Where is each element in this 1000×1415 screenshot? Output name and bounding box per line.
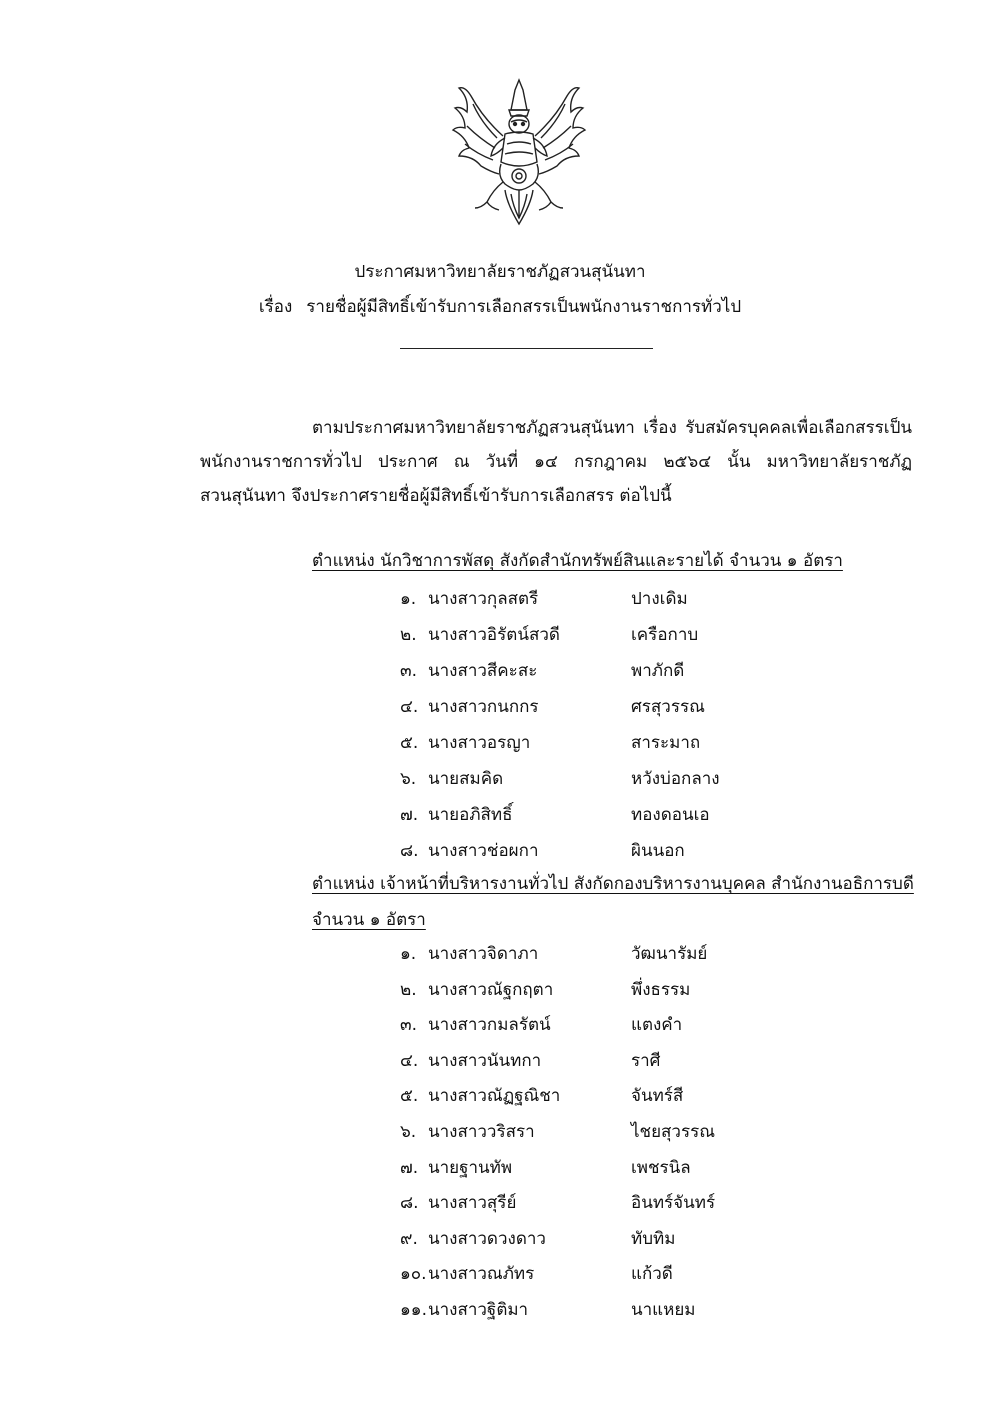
announcement-subject [0, 293, 1000, 320]
paragraph-text: ตามประกาศมหาวิทยาลัยราชภัฏสวนสุนันทา เรื่อง รับสมัครบุคคลเพื่อเลือกสรรเป็น พนักงานราชการทั่วไป ประกาศ ณ วันที่ ๑๔ กรกฎาคม ๒๕๖๔ นั้น มหาวิทยาลัยราชภัฏสวนสุนันทา จึงประกาศรายชื่อผู้มีสิทธิ์เข้ารับการเลือกสรร ต่อไปนี้ [200, 418, 912, 506]
candidate-number: ๖. [400, 1122, 417, 1142]
title-divider [400, 348, 653, 349]
candidate-number: ๘. [400, 1193, 419, 1214]
candidate-row [400, 1189, 716, 1219]
candidate-row [400, 1260, 673, 1290]
candidate-number: ๑. [400, 589, 417, 609]
candidate-first-name: นางสาววริสรา [428, 1122, 535, 1142]
candidate-last-name: พาภักดี [631, 661, 685, 681]
candidate-first-name: นางสาวกนกกร [428, 697, 539, 717]
candidate-number: ๔. [400, 697, 419, 717]
candidate-row [400, 1082, 684, 1112]
candidate-number: ๗. [400, 805, 419, 825]
announcement-title: ประกาศมหาวิทยาลัยราชภัฏสวนสุนันทา [354, 262, 646, 282]
candidate-number: ๕. [400, 733, 419, 753]
candidate-last-name: หวังบ่อกลาง [631, 769, 720, 789]
candidate-number: ๑๑. [400, 1300, 427, 1320]
candidate-number: ๑๐. [400, 1264, 427, 1285]
candidate-row [400, 1011, 683, 1041]
subject-label: เรื่อง [258, 297, 293, 317]
candidate-number: ๖. [400, 769, 417, 789]
candidate-row [400, 976, 691, 1006]
candidate-number: ๕. [400, 1086, 419, 1107]
candidate-row [400, 693, 705, 723]
candidate-first-name: นายสมคิด [428, 769, 504, 789]
candidate-first-name: นางสาวฐิติมา [428, 1300, 529, 1320]
candidate-last-name: เครือกาบ [631, 625, 699, 645]
candidate-number: ๔. [400, 1050, 419, 1071]
candidate-number: ๓. [400, 661, 418, 681]
candidate-first-name: นางสาวณภัทร [428, 1264, 535, 1285]
candidate-last-name: ไชยสุวรรณ [631, 1122, 716, 1142]
candidate-row [400, 1047, 661, 1077]
candidate-row [400, 1154, 691, 1184]
candidate-number: ๒. [400, 625, 417, 645]
candidate-row [400, 657, 685, 687]
candidate-last-name: แตงคำ [631, 1015, 683, 1036]
candidate-last-name: แก้วดี [631, 1264, 673, 1285]
candidate-first-name: นายอภิสิทธิ์ [428, 805, 513, 825]
candidate-first-name: นางสาวอรญา [428, 733, 531, 753]
candidate-first-name: นางสาวจิดาภา [428, 944, 539, 964]
candidate-row [400, 585, 688, 615]
candidate-last-name: ทองดอนเอ [631, 805, 710, 825]
section-heading: ตำแหน่ง นักวิชาการพัสดุ สังกัดสำนักทรัพย์สินและรายได้ จำนวน ๑ อัตรา [312, 551, 843, 571]
candidate-last-name: ศรสุวรรณ [631, 697, 705, 717]
candidate-row [400, 1296, 696, 1326]
candidate-last-name: จันทร์สี [631, 1086, 684, 1107]
candidate-last-name: สาระมาถ [631, 733, 701, 753]
candidate-number: ๒. [400, 979, 417, 1000]
candidate-last-name: เพชรนิล [631, 1157, 691, 1178]
candidate-last-name: อินทร์จันทร์ [631, 1193, 716, 1214]
candidate-last-name: ทับทิม [631, 1228, 676, 1249]
candidate-first-name: นางสาวดวงดาว [428, 1228, 546, 1249]
candidate-number: ๓. [400, 1015, 418, 1036]
candidate-last-name: ราศี [631, 1050, 661, 1071]
section-heading: ตำแหน่ง เจ้าหน้าที่บริหารงานทั่วไป สังกัดกองบริหารงานบุคคล สำนักงานอธิการบดี [312, 874, 914, 894]
candidate-first-name: นางสาวกุลสตรี [428, 589, 539, 609]
candidate-row [400, 801, 710, 831]
garuda-emblem-icon [447, 78, 591, 226]
subject-text: รายชื่อผู้มีสิทธิ์เข้ารับการเลือกสรรเป็นพนักงานราชการทั่วไป [306, 297, 742, 317]
candidate-row [400, 765, 720, 795]
candidate-row [400, 837, 685, 867]
candidate-first-name: นางสาวกมลรัตน์ [428, 1015, 551, 1036]
candidate-first-name: นางสาวสีคะสะ [428, 661, 538, 681]
candidate-number: ๗. [400, 1157, 419, 1178]
candidate-row [400, 1118, 716, 1148]
candidate-row [400, 729, 701, 759]
candidate-number: ๘. [400, 841, 419, 861]
candidate-first-name: นางสาวณัฐกฤตา [428, 979, 554, 1000]
candidate-number: ๑. [400, 944, 417, 964]
candidate-row [400, 621, 699, 651]
candidate-first-name: นางสาวอิรัตน์สวดี [428, 625, 560, 645]
candidate-last-name: ผินนอก [631, 841, 685, 861]
candidate-first-name: นายฐานทัพ [428, 1157, 513, 1178]
candidate-last-name: พึ่งธรรม [631, 979, 691, 1000]
section-heading: จำนวน ๑ อัตรา [312, 910, 426, 930]
candidate-first-name: นางสาวสุรีย์ [428, 1193, 517, 1214]
candidate-first-name: นางสาวนันทกา [428, 1050, 542, 1071]
body-paragraph [200, 411, 912, 513]
candidate-last-name: นาแหยม [631, 1300, 696, 1320]
candidate-last-name: วัฒนารัมย์ [631, 944, 708, 964]
candidate-row [400, 1225, 676, 1255]
candidate-first-name: นางสาวณัฏฐณิชา [428, 1086, 561, 1107]
candidate-last-name: ปางเดิม [631, 589, 688, 609]
candidate-number: ๙. [400, 1228, 418, 1249]
candidate-first-name: นางสาวช่อผกา [428, 841, 539, 861]
candidate-row [400, 940, 708, 970]
